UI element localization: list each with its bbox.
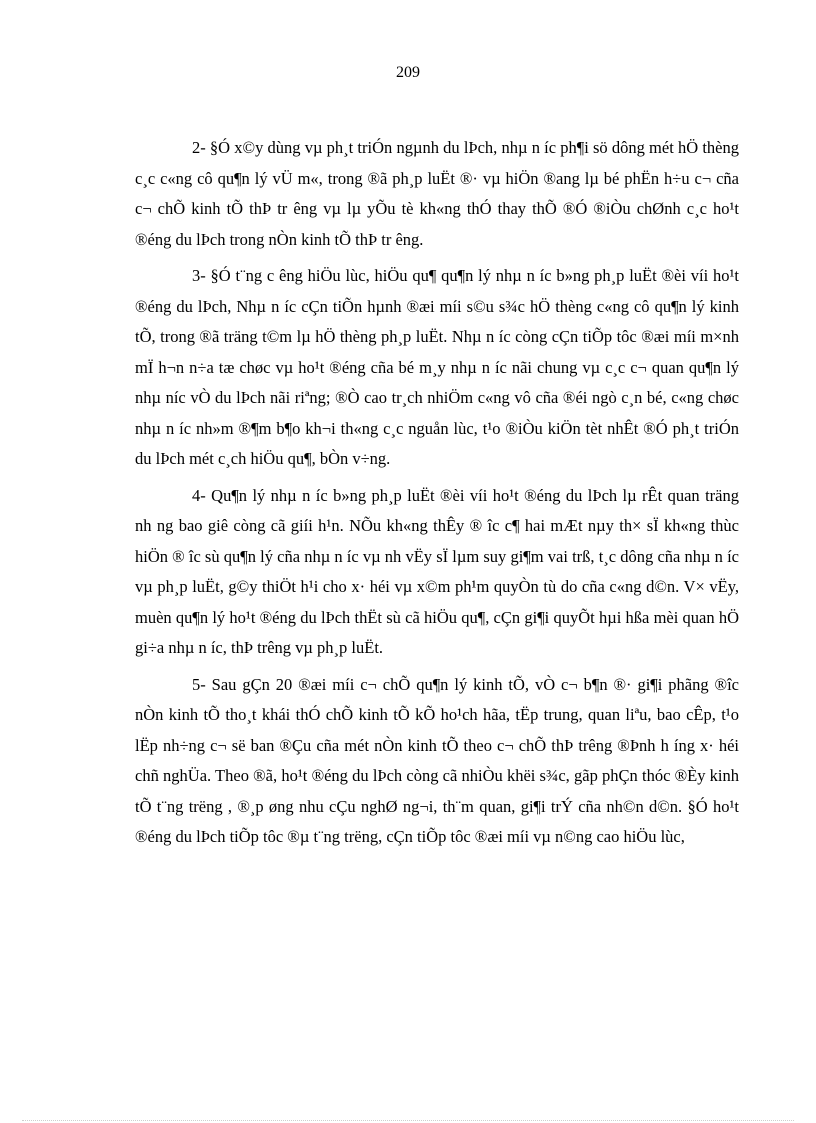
paragraph-4: 4- Qu¶n lý nhµ n íc b»ng ph¸p luËt ®èi víi ho¹t ®éng du lÞch lµ rÊt quan träng nh ng bao giê còng cã giíi h¹n. NÕu kh«ng thÊy ® îc c¶ hai mÆt nµy th× sÏ kh«ng thùc hiÖn ® îc sù qu¶n lý cña nhµ n íc vµ nh vËy sÏ lµm suy gi¶m vai trß, t¸c dông cña nhµ n íc vµ ph¸p luËt, g©y thiÖt h¹i cho x· héi vµ x©m ph¹m quyÒn tù do cña c«ng d©n. V× vËy, muèn qu¶n lý ho¹t ®éng du lÞch thËt sù cã hiÖu qu¶, cÇn gi¶i quyÕt hµi hßa mèi quan hÖ gi÷a nhµ n íc, thÞ trêng vµ ph¸p luËt.	[135, 485, 739, 657]
page-bottom-divider	[22, 1120, 794, 1121]
paragraph-5: 5- Sau gÇn 20 ®æi míi c¬ chÕ qu¶n lý kinh tÕ, vÒ c¬ b¶n ®· gi¶i phãng ®îc nÒn kinh tÕ tho¸t khái thÓ chÕ kinh tÕ kÕ ho¹ch hãa, tËp trung, quan liªu, bao cÊp, t¹o lËp nh÷ng c¬ së ban ®Çu cña mét nÒn kinh tÕ theo c¬ chÕ thÞ trêng ®Þnh h íng x· héi chñ nghÜa. Theo ®ã, ho¹t ®éng du lÞch còng cã nhiÒu khëi s¾c, gãp phÇn thóc ®Èy kinh tÕ t¨ng trëng , ®¸p øng nhu cÇu nghØ ng¬i, th¨m quan, gi¶i trÝ cña nh©n d©n. §Ó ho¹t ®éng du lÞch tiÕp tôc ®µ t¨ng trëng, cÇn tiÕp tôc ®æi míi vµ n©ng cao hiÖu lùc,	[135, 674, 739, 846]
document-body	[135, 133, 739, 859]
paragraph-3: 3- §Ó t¨ng c êng hiÖu lùc, hiÖu qu¶ qu¶n lý nhµ n íc b»ng ph¸p luËt ®èi víi ho¹t ®éng du lÞch, Nhµ n íc cÇn tiÕn hµnh ®æi míi s©u s¾c hÖ thèng c«ng cô qu¶n lý kinh tÕ, trong ®ã träng t©m lµ hÖ thèng ph¸p luËt. Nhµ n íc còng cÇn tiÕp tôc ®æi míi m×nh mÏ h¬n n÷a tæ chøc vµ ho¹t ®éng cña bé m¸y nhµ n íc nãi chung vµ c¸c c¬ quan qu¶n lý nhµ níc vÒ du lÞch nãi riªng; ®Ò cao tr¸ch nhiÖm c«ng vô cña ®éi ngò c¸n bé, c«ng chøc nhµ n íc nh»m ®¶m b¶o kh¬i th«ng c¸c nguån lùc, t¹o ®iÒu kiÖn tèt nhÊt ®Ó ph¸t triÓn du lÞch mét c¸ch hiÖu qu¶, bÒn v÷ng.	[135, 266, 739, 468]
page-number: 209	[396, 64, 420, 81]
paragraph-2: 2- §Ó x©y dùng vµ ph¸t triÓn ngµnh du lÞch, nhµ n íc ph¶i sö dông mét hÖ thèng c¸c c«ng cô qu¶n lý vÜ m«, trong ®ã ph¸p luËt ®· vµ hiÖn ®ang lµ bé phËn h÷u c¬ cña c¬ chÕ kinh tÕ thÞ tr êng vµ lµ yÕu tè kh«ng thÓ thay thÕ ®Ó ®iÒu chØnh c¸c ho¹t ®éng du lÞch trong nÒn kinh tÕ thÞ tr êng.	[135, 138, 739, 249]
